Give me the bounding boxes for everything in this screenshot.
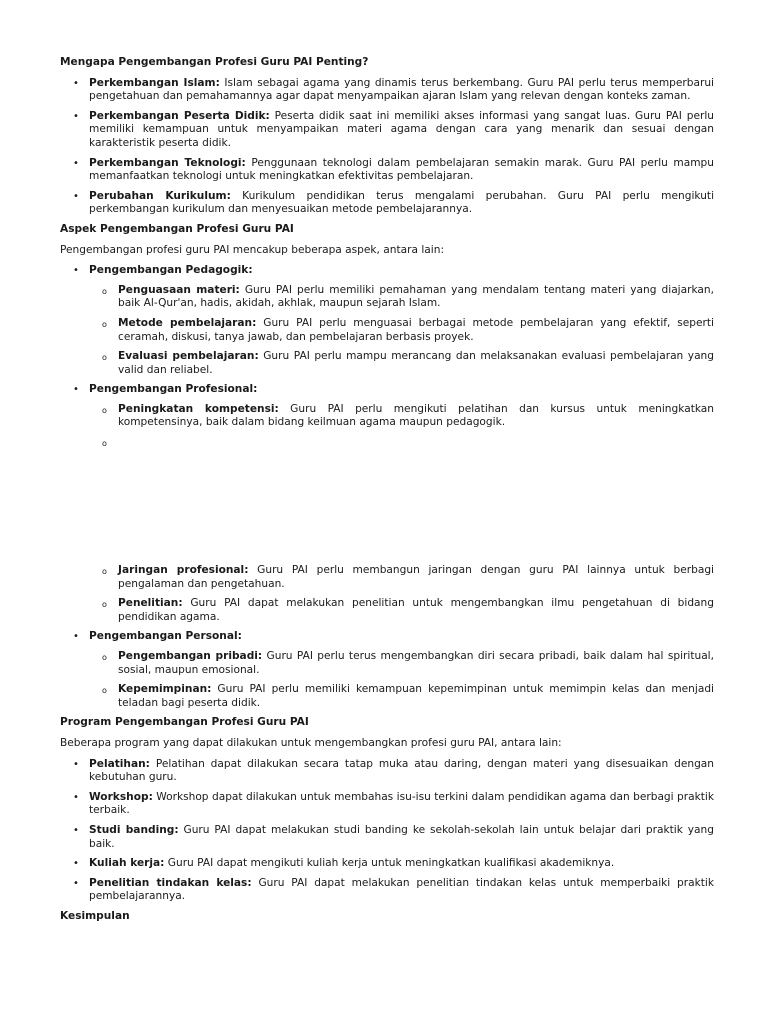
list-item-profesional xyxy=(60,383,714,624)
aspects-list xyxy=(60,264,714,710)
why-list xyxy=(60,77,714,217)
sublist-item xyxy=(89,564,714,591)
item-term: Pengembangan Personal: xyxy=(89,630,242,643)
item-term: Workshop: xyxy=(89,790,153,803)
item-term: Perkembangan Islam: xyxy=(89,76,220,89)
item-text: Guru PAI perlu menguasai berbagai metode pembelajaran yang efektif, seperti ceramah, diskusi, tanya jawab, dan pembelajaran berbasis proyek. xyxy=(118,316,715,343)
item-term: Kuliah kerja: xyxy=(89,857,165,870)
item-term: Pengembangan pribadi: xyxy=(118,650,263,663)
item-text: Guru PAI perlu mampu merancang dan melaksanakan evaluasi pembelajaran yang valid dan reliabel. xyxy=(118,350,714,376)
item-term: Penelitian: xyxy=(118,597,183,610)
list-item xyxy=(60,157,714,184)
item-text: Guru PAI dapat melakukan penelitian tindakan kelas untuk memperbaiki praktik pembelajarannya. xyxy=(89,876,714,903)
section-heading-aspects: Aspek Pengembangan Profesi Guru PAI xyxy=(60,222,294,235)
item-text: Guru PAI perlu memiliki pemahaman yang mendalam tentang materi yang diajarkan, baik Al-Qur'an, hadis, akidah, akhlak, maupun sejarah Islam. xyxy=(118,283,714,310)
sublist-item xyxy=(89,350,714,377)
list-item xyxy=(60,110,714,151)
list-item xyxy=(60,824,714,851)
sublist-item xyxy=(89,650,714,677)
item-term: Perkembangan Peserta Didik: xyxy=(89,109,270,122)
list-item-pedagogik xyxy=(60,264,714,377)
sublist-item xyxy=(89,597,714,624)
item-term: Kepemimpinan: xyxy=(118,683,212,696)
item-text: Workshop dapat dilakukan untuk membahas isu-isu terkini dalam pendidikan agama dan berbagi praktik terbaik. xyxy=(89,790,714,817)
item-term: Studi banding: xyxy=(89,823,179,836)
program-intro: Beberapa program yang dapat dilakukan untuk mengembangkan profesi guru PAI, antara lain: xyxy=(60,737,562,749)
item-text: Kurikulum pendidikan terus mengalami perubahan. Guru PAI perlu mengikuti perkembangan kurikulum dan menyesuaikan metode pembelajarannya. xyxy=(89,189,715,216)
list-item xyxy=(60,791,714,818)
item-text: Peserta didik saat ini memiliki akses informasi yang sangat luas. Guru PAI perlu memiliki kemampuan untuk menyampaikan materi agama dengan cara yang menarik dan sesuai dengan karakteristik peserta didik. xyxy=(89,109,714,149)
section-heading-conclusion: Kesimpulan xyxy=(60,909,130,922)
list-item xyxy=(60,190,714,217)
item-text: Guru PAI dapat melakukan penelitian untuk mengembangkan ilmu pengetahuan di bidang pendidikan agama. xyxy=(118,597,714,623)
sublist-item xyxy=(89,284,714,311)
item-text: Penggunaan teknologi dalam pembelajaran semakin marak. Guru PAI perlu mampu memanfaatkan teknologi untuk meningkatkan efektivitas pembelajaran. xyxy=(89,156,714,183)
item-term: Perubahan Kurikulum: xyxy=(89,189,231,202)
list-item-personal xyxy=(60,630,714,710)
aspects-intro: Pengembangan profesi guru PAI mencakup beberapa aspek, antara lain: xyxy=(60,243,445,256)
item-text: Guru PAI perlu membangun jaringan dengan guru PAI lainnya untuk berbagi pengalaman dan pengetahuan. xyxy=(118,564,714,590)
list-item xyxy=(60,758,714,785)
item-text: Guru PAI perlu mengikuti pelatihan dan kursus untuk meningkatkan kompetensinya, baik dalam bidang keilmuan agama maupun pedagogik. xyxy=(118,402,714,429)
blank-gap xyxy=(89,436,714,558)
list-item xyxy=(60,877,714,904)
item-text: Guru PAI dapat melakukan studi banding ke sekolah-sekolah lain untuk belajar dari praktik yang baik. xyxy=(89,823,714,850)
item-term: Metode pembelajaran: xyxy=(118,316,257,329)
item-text: Guru PAI dapat mengikuti kuliah kerja untuk meningkatkan kualifikasi akademiknya. xyxy=(167,857,615,870)
personal-sublist xyxy=(89,650,714,710)
item-term: Peningkatan kompetensi: xyxy=(118,402,279,415)
item-text: Guru PAI perlu terus mengembangkan diri secara pribadi, baik dalam hal spiritual, sosial, maupun emosional. xyxy=(118,650,714,676)
pedagogik-sublist xyxy=(89,284,714,378)
list-item xyxy=(60,77,714,104)
item-term: Perkembangan Teknologi: xyxy=(89,156,246,169)
list-item xyxy=(60,857,714,871)
item-text: Pelatihan dapat dilakukan secara tatap muka atau daring, dengan materi yang disesuaikan dengan kebutuhan guru. xyxy=(89,757,715,784)
item-term: Pelatihan: xyxy=(89,757,150,770)
sublist-item xyxy=(89,683,714,710)
item-term: Pengembangan Profesional: xyxy=(89,383,258,396)
item-text: Guru PAI perlu memiliki kemampuan kepemimpinan untuk memimpin kelas dan menjadi teladan bagi peserta didik. xyxy=(118,683,714,709)
item-term: Penelitian tindakan kelas: xyxy=(89,876,252,889)
item-term: Penguasaan materi: xyxy=(118,283,240,296)
section-heading-why: Mengapa Pengembangan Profesi Guru PAI Penting? xyxy=(60,56,369,68)
profesional-sublist xyxy=(89,403,714,625)
sublist-item xyxy=(89,317,714,344)
item-term: Pengembangan Pedagogik: xyxy=(89,264,253,277)
section-heading-program: Program Pengembangan Profesi Guru PAI xyxy=(60,716,309,729)
program-list xyxy=(60,758,714,904)
item-term: Jaringan profesional: xyxy=(118,564,249,577)
item-text: Islam sebagai agama yang dinamis terus berkembang. Guru PAI perlu terus memperbarui pengetahuan dan pemahamannya agar dapat menyampaikan ajaran Islam yang relevan dengan konteks zaman. xyxy=(89,76,714,103)
sublist-item xyxy=(89,403,714,430)
item-term: Evaluasi pembelajaran: xyxy=(118,350,259,363)
